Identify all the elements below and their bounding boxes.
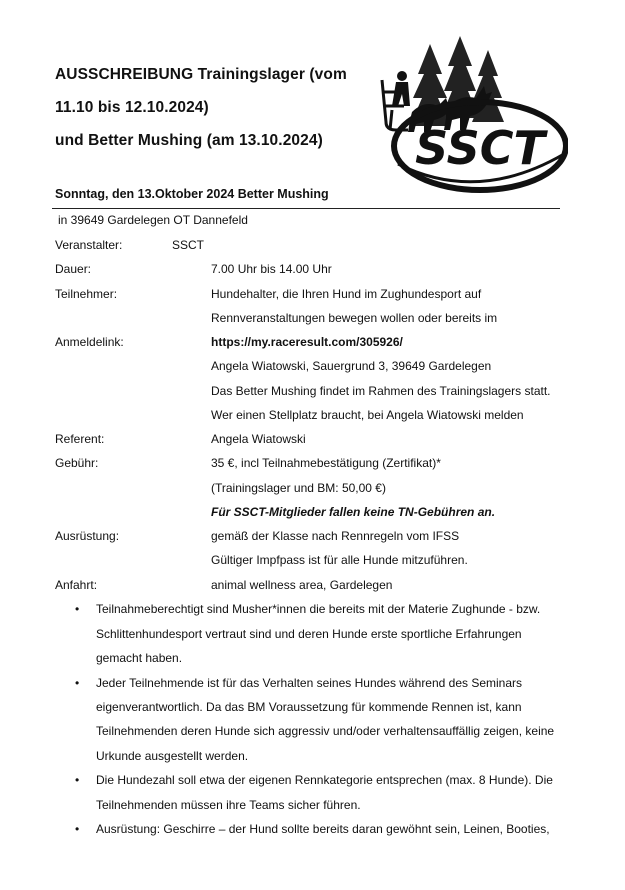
bullet-1-line-3: gemacht haben.: [96, 651, 183, 665]
duration-label: Dauer:: [55, 262, 92, 276]
event-heading: Sonntag, den 13.Oktober 2024 Better Mushing: [55, 187, 329, 201]
document-title-line-2: 11.10 bis 12.10.2024): [55, 99, 209, 116]
bullet-2-line-1: Jeder Teilnehmende ist für das Verhalten seines Hundes während des Seminars: [96, 676, 523, 690]
bullet-icon: •: [75, 773, 80, 787]
bullet-1-line-2: Schlittenhundesport vertraut sind und deren Hunde erste sportliche Erfahrungen: [96, 627, 522, 641]
bullet-3-line-2: Teilnehmenden müssen ihre Teams sicher führen.: [96, 798, 361, 812]
bullet-2-line-2: eigenverantwortlich. Da das BM Voraussetzung für kommende Rennen ist, kann: [96, 700, 522, 714]
fee-label: Gebühr:: [55, 456, 99, 470]
directions-value: animal wellness area, Gardelegen: [211, 578, 393, 592]
organizer-value: SSCT: [172, 238, 205, 252]
registration-label: Anmeldelink:: [55, 335, 124, 349]
fee-member-note: Für SSCT-Mitglieder fallen keine TN-Gebühren an.: [211, 505, 496, 519]
document-title-line-1: AUSSCHREIBUNG Trainingslager (vom: [55, 66, 347, 83]
equipment-line-1: gemäß der Klasse nach Rennregeln vom IFSS: [211, 529, 460, 543]
duration-value: 7.00 Uhr bis 14.00 Uhr: [211, 262, 332, 276]
registration-note-1: Das Better Mushing findet im Rahmen des Trainingslagers statt.: [211, 384, 551, 398]
event-location: in 39649 Gardelegen OT Dannefeld: [58, 213, 248, 227]
divider: [52, 208, 560, 209]
registration-link[interactable]: https://my.raceresult.com/305926/: [211, 335, 403, 349]
fee-line-1: 35 €, incl Teilnahmebestätigung (Zertifikat)*: [211, 456, 441, 470]
equipment-line-2: Gültiger Impfpass ist für alle Hunde mitzuführen.: [211, 553, 468, 567]
ssct-logo: [368, 36, 568, 196]
bullet-icon: •: [75, 822, 80, 836]
participants-line-1: Hundehalter, die Ihren Hund im Zughundesport auf: [211, 287, 482, 301]
speaker-value: Angela Wiatowski: [211, 432, 306, 446]
directions-label: Anfahrt:: [55, 578, 98, 592]
organizer-label: Veranstalter:: [55, 238, 123, 252]
bullet-1-line-1: Teilnahmeberechtigt sind Musher*innen die bereits mit der Materie Zughunde - bzw.: [96, 602, 541, 616]
logo-text: SSCT: [415, 121, 545, 175]
equipment-label: Ausrüstung:: [55, 529, 120, 543]
bullet-icon: •: [75, 676, 80, 690]
bullet-3-line-1: Die Hundezahl soll etwa der eigenen Rennkategorie entsprechen (max. 8 Hunde). Die: [96, 773, 553, 787]
bullet-4-line-1: Ausrüstung: Geschirre – der Hund sollte bereits daran gewöhnt sein, Leinen, Booties,: [96, 822, 550, 836]
registration-note-2: Wer einen Stellplatz braucht, bei Angela Wiatowski melden: [211, 408, 524, 422]
registration-address: Angela Wiatowski, Sauergrund 3, 39649 Gardelegen: [211, 359, 492, 373]
speaker-label: Referent:: [55, 432, 105, 446]
document-title-line-3: und Better Mushing (am 13.10.2024): [55, 132, 323, 149]
participants-line-2: Rennveranstaltungen bewegen wollen oder bereits im: [211, 311, 498, 325]
bullet-2-line-4: Urkunde ausgestellt werden.: [96, 749, 249, 763]
bullet-2-line-3: Teilnehmenden deren Hunde sich aggressiv und/oder verhaltensauffällig zeigen, keine: [96, 724, 555, 738]
bullet-icon: •: [75, 602, 80, 616]
fee-line-2: (Trainingslager und BM: 50,00 €): [211, 481, 386, 495]
participants-label: Teilnehmer:: [55, 287, 118, 301]
